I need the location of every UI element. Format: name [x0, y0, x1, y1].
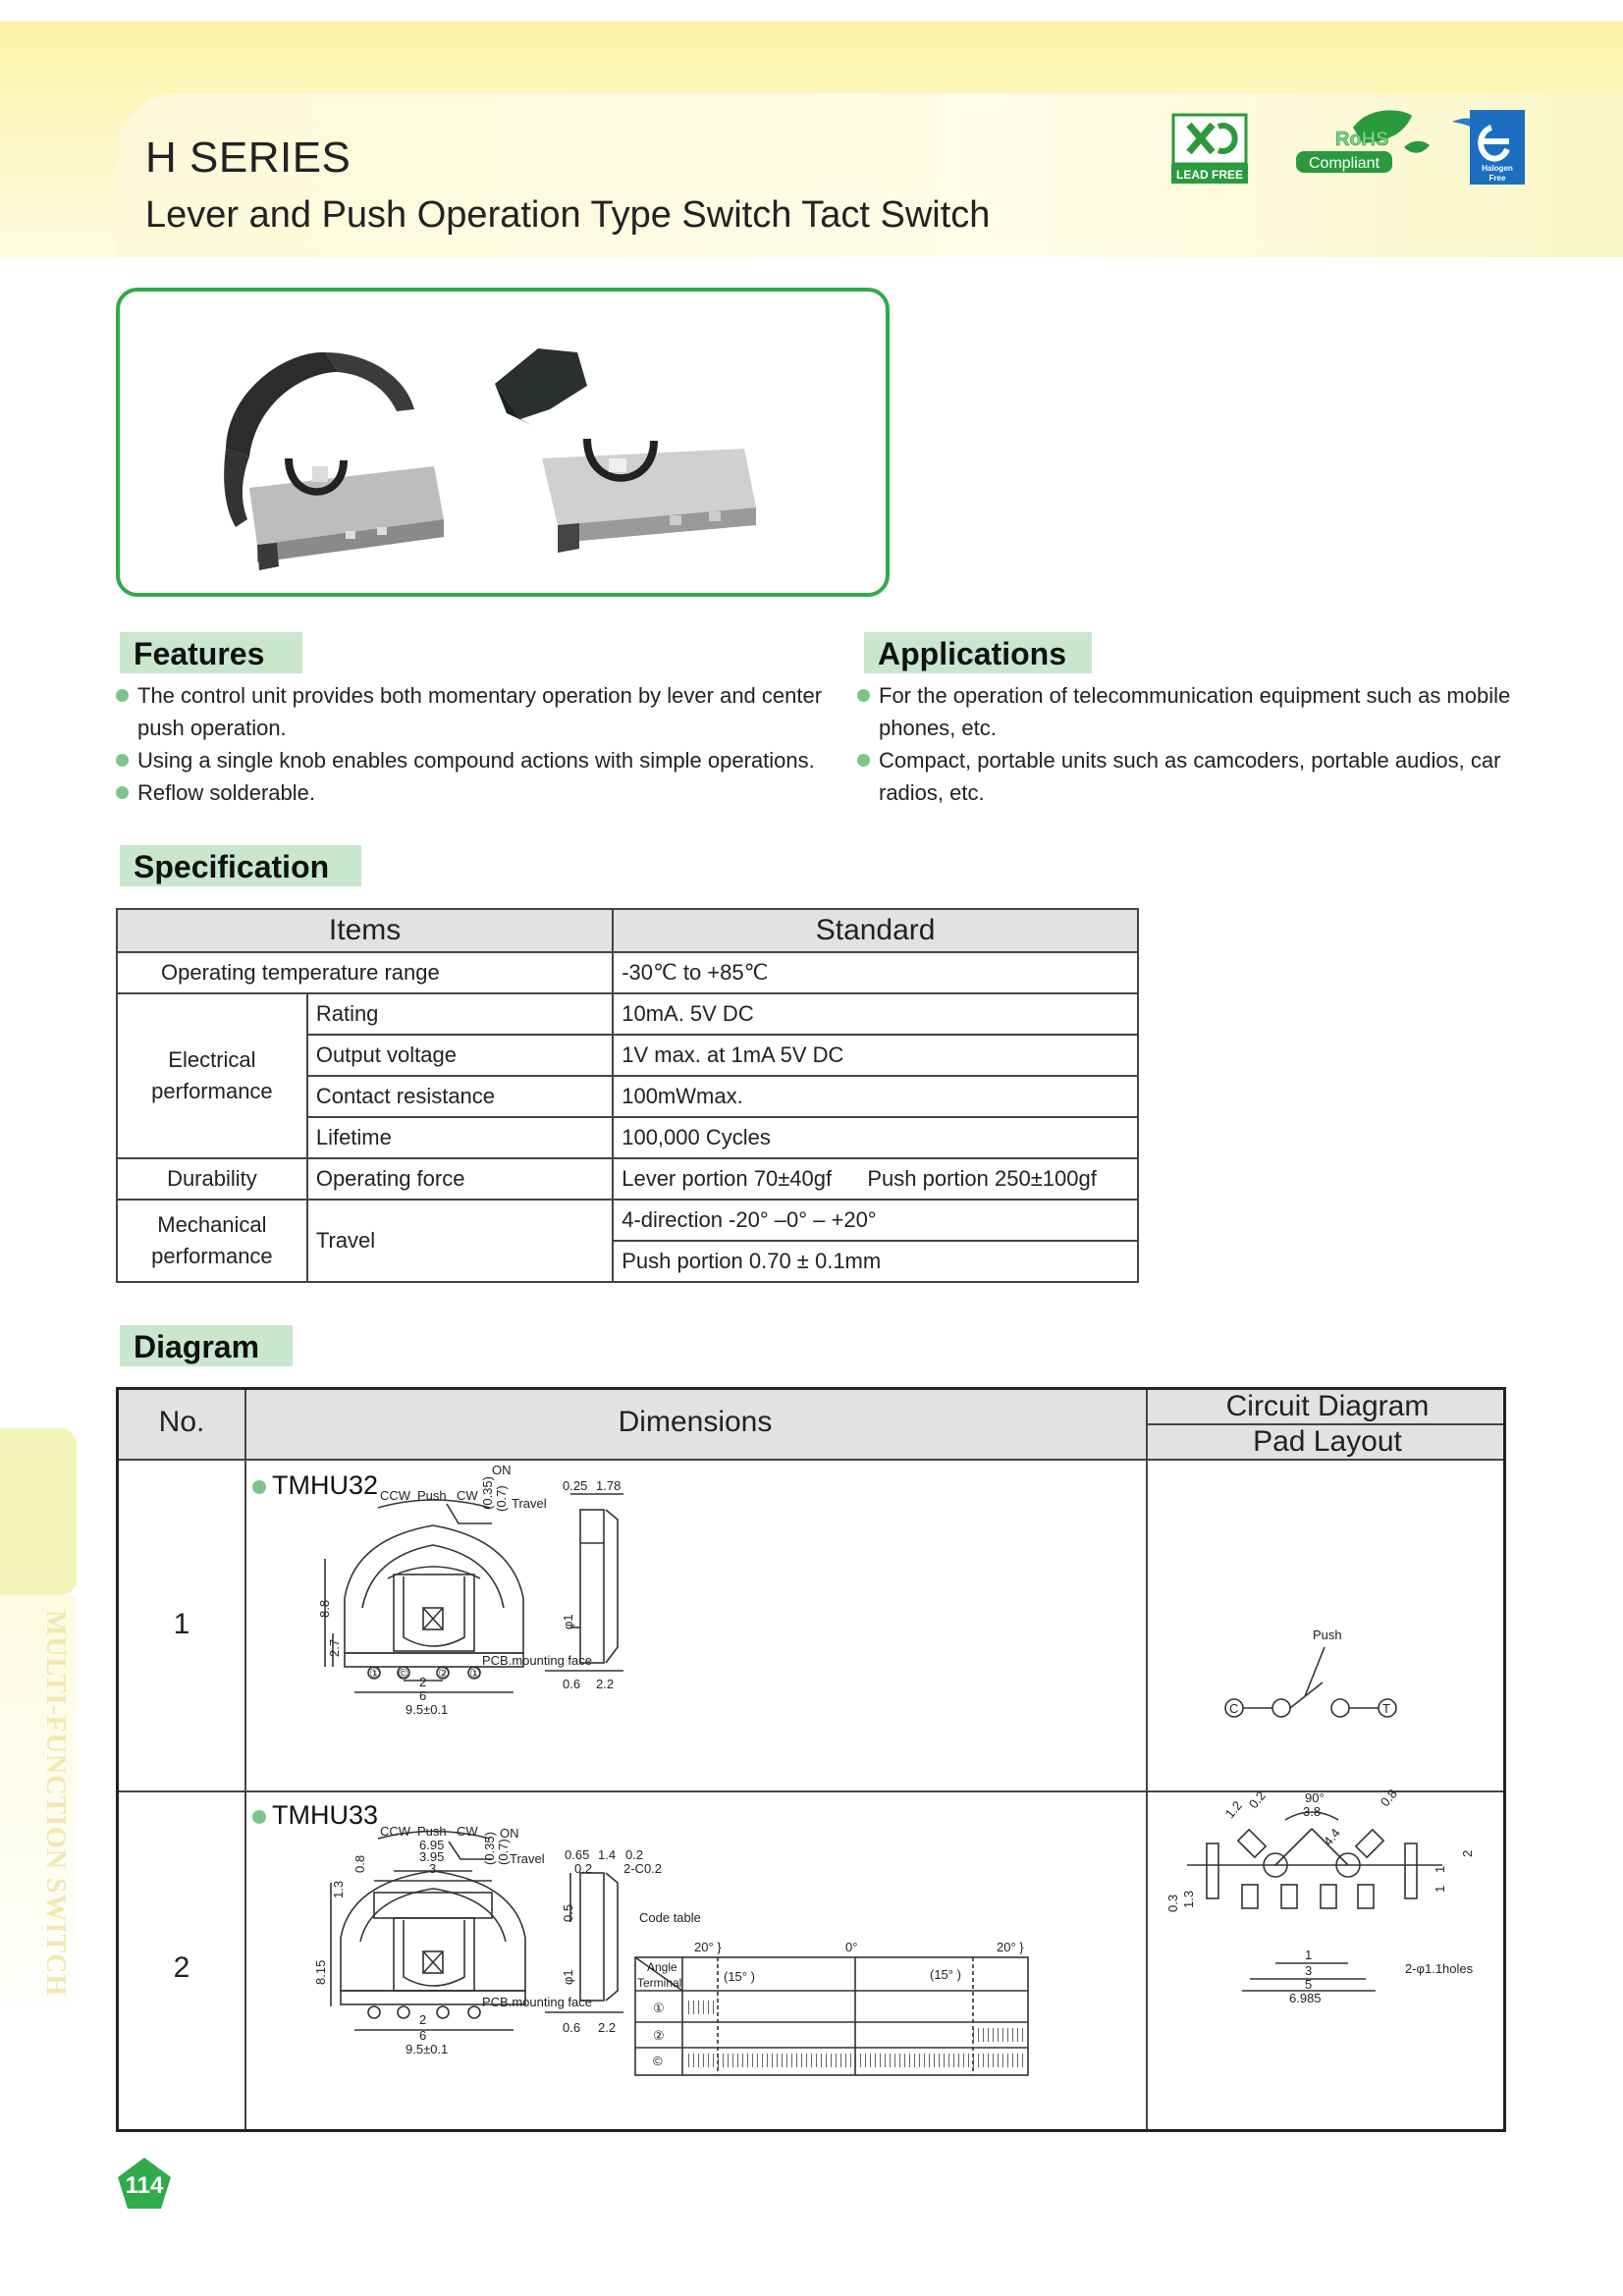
circuit-push-label: Push: [1313, 1628, 1342, 1642]
dim-label: ①: [469, 1666, 481, 1681]
pad-label: 3.8: [1303, 1804, 1322, 1819]
switch-photo-left: [224, 352, 444, 570]
contact-label: Contact resistance: [307, 1076, 613, 1117]
dim-label: (0.7): [494, 1485, 509, 1512]
dim-label: φ1: [561, 1614, 575, 1629]
dim-label: CW: [457, 1488, 478, 1503]
free-label: Free: [1488, 174, 1506, 183]
dim-label: CCW: [380, 1488, 411, 1503]
dim-label: ©: [399, 1666, 408, 1681]
applications-list: [857, 679, 1515, 809]
force-lever: Lever portion 70±40gf: [622, 1166, 833, 1191]
dim-label: PCB.mounting face: [482, 1995, 593, 2009]
pad-label: 0.8: [1377, 1786, 1400, 1810]
pad-label: 5: [1305, 1977, 1313, 1992]
compliant-label: Compliant: [1308, 155, 1380, 172]
rohs-badge: [1294, 108, 1432, 185]
op-temp-label: Operating temperature range: [117, 952, 613, 993]
circuit-and-pad-drawing: [1148, 1461, 1507, 2132]
travel-value-push: Push portion 0.70 ± 0.1mm: [613, 1241, 1138, 1282]
page-title: H SERIES: [145, 133, 352, 182]
dim-label: 2.2: [596, 1677, 615, 1691]
dim-label: 9.5±0.1: [406, 1702, 449, 1717]
contact-value: 100mWmax.: [613, 1076, 1138, 1117]
dim-label: 3: [429, 1861, 437, 1876]
dim-label: 6: [419, 1688, 427, 1703]
specification-heading: Specification: [120, 845, 361, 886]
pad-label: 1.3: [1181, 1890, 1196, 1908]
dim-label: 6.95: [419, 1838, 445, 1852]
dim-label: 0.25: [563, 1478, 588, 1493]
model-name: TMHU32: [252, 1470, 378, 1501]
lead-free-label: LEAD FREE: [1175, 168, 1244, 182]
side-label: MULTI-FUNCTION SWITCH: [40, 1610, 71, 1998]
applications-heading: Applications: [864, 632, 1092, 673]
dim-label: 0.2: [574, 1861, 593, 1876]
dim-label: 0.6: [563, 1677, 581, 1691]
code-table-label: ②: [653, 2028, 665, 2043]
op-temp-value: -30℃ to +85℃: [613, 952, 1138, 993]
pad-label: 6.985: [1289, 1991, 1322, 2005]
dim-label: 8.15: [313, 1959, 328, 1985]
page-number: 114: [125, 2172, 164, 2199]
output-value: 1V max. at 1mA 5V DC: [613, 1035, 1138, 1076]
pad-label: 4.4: [1320, 1825, 1343, 1849]
dim-label: 9.5±0.1: [406, 2042, 449, 2056]
electrical-group: Electrical performance: [117, 993, 307, 1158]
product-photo: [120, 292, 886, 593]
dim-label: 6: [419, 2028, 427, 2043]
travel-label: Travel: [307, 1200, 613, 1282]
features-list: [116, 679, 842, 809]
row-number: 1: [173, 1608, 190, 1640]
col-no: No.: [158, 1406, 205, 1438]
force-value: [613, 1158, 1138, 1200]
dim-label: 0.65: [565, 1847, 590, 1862]
dim-label: φ1: [561, 1969, 575, 1985]
travel-value-direction: 4-direction -20° –0° – +20°: [613, 1200, 1138, 1241]
col-standard: Standard: [613, 909, 1138, 952]
rohs-label: RoHS: [1335, 129, 1389, 150]
page-subtitle: Lever and Push Operation Type Switch Tact Switch: [145, 194, 991, 236]
dim-label: 0.2: [625, 1847, 644, 1862]
halogen-free-badge: [1448, 106, 1527, 187]
code-table-label: ①: [653, 2001, 665, 2015]
pad-label: 1: [1433, 1865, 1447, 1873]
durability-group: Durability: [117, 1158, 307, 1200]
dim-label: 1.3: [331, 1880, 346, 1898]
row-number: 2: [173, 1951, 190, 1984]
dimension-drawings: [246, 1461, 1144, 2132]
code-table-label: 20° }: [997, 1940, 1024, 1954]
output-label: Output voltage: [307, 1035, 613, 1076]
dim-label: 0.5: [561, 1903, 575, 1922]
rating-label: Rating: [307, 993, 613, 1035]
dim-label: Push: [417, 1488, 447, 1503]
model-name: TMHU33: [252, 1800, 378, 1831]
pad-label: 1: [1305, 1948, 1313, 1962]
dim-label: 3.95: [419, 1849, 445, 1864]
force-label: Operating force: [307, 1158, 613, 1200]
dim-label: Code table: [639, 1910, 701, 1925]
product-photo-frame: [116, 288, 890, 597]
col-dimensions: Dimensions: [618, 1406, 773, 1438]
code-table-label: (15° ): [930, 1967, 961, 1982]
feature-item: The control unit provides both momentary operation by lever and center push operation.: [116, 679, 842, 744]
diagram-heading: Diagram: [120, 1325, 293, 1366]
circuit-t-label: T: [1382, 1701, 1390, 1716]
dim-label: Travel: [512, 1496, 547, 1511]
dim-label: 2.2: [598, 2020, 617, 2035]
lead-free-badge: [1171, 113, 1248, 186]
dim-label: (0.35): [480, 1476, 495, 1510]
side-tab: [0, 1428, 77, 1595]
pad-label: 3: [1305, 1963, 1313, 1978]
dim-label: ①: [369, 1666, 381, 1681]
features-heading: Features: [120, 632, 302, 673]
dim-label: Push: [417, 1824, 447, 1839]
lifetime-label: Lifetime: [307, 1117, 613, 1158]
pad-label: 2: [1460, 1849, 1475, 1857]
force-push: Push portion 250±100gf: [867, 1166, 1097, 1191]
dim-label: PCB.mounting face: [482, 1653, 593, 1668]
code-table-label: 0°: [845, 1940, 858, 1954]
pad-label: 0.3: [1165, 1894, 1180, 1912]
pad-label: 90°: [1305, 1790, 1325, 1805]
dim-label: 0.6: [563, 2020, 581, 2035]
rating-value: 10mA. 5V DC: [613, 993, 1138, 1035]
pad-label: 1.2: [1221, 1797, 1245, 1822]
lifetime-value: 100,000 Cycles: [613, 1117, 1138, 1158]
dim-label: (0.35): [482, 1832, 497, 1865]
dim-label: ON: [492, 1463, 512, 1477]
code-table-label: ©: [653, 2054, 663, 2068]
pad-label: 2-φ1.1holes: [1405, 1961, 1474, 1976]
dim-label: CCW: [380, 1824, 411, 1839]
dim-label: 1.4: [598, 1847, 617, 1862]
dim-label: 2: [419, 1675, 427, 1689]
page-number-badge: [116, 2156, 173, 2211]
code-table-label: Terminal: [637, 1976, 682, 1990]
dim-label: ②: [438, 1666, 450, 1681]
dim-label: 1.78: [596, 1478, 622, 1493]
col-items: Items: [117, 909, 613, 952]
pad-label: 1: [1433, 1885, 1447, 1893]
halogen-label: Halogen: [1482, 164, 1513, 173]
pad-label: 0.2: [1245, 1788, 1269, 1812]
application-item: For the operation of telecommunication equipment such as mobile phones, etc.: [857, 679, 1515, 744]
code-table-label: Angle: [647, 1960, 677, 1974]
dim-label: 2-C0.2: [623, 1861, 663, 1876]
feature-item: Using a single knob enables compound actions with simple operations.: [116, 744, 842, 776]
dim-label: 2.7: [327, 1638, 342, 1657]
dim-label: 2: [419, 2012, 427, 2027]
dim-label: 8.8: [317, 1599, 332, 1618]
dim-label: (0.7): [496, 1839, 511, 1865]
col-pad: Pad Layout: [1253, 1425, 1402, 1458]
specification-table: [116, 908, 1139, 1283]
code-table-label: (15° ): [724, 1969, 755, 1984]
diagram-table: [116, 1387, 1506, 2132]
dim-label: Travel: [510, 1851, 545, 1866]
col-circuit: Circuit Diagram: [1225, 1390, 1430, 1422]
application-item: Compact, portable units such as camcoders, portable audios, car radios, etc.: [857, 744, 1515, 809]
dim-label: 0.8: [352, 1854, 367, 1873]
mechanical-group: Mechanical performance: [117, 1200, 307, 1282]
dim-label: ON: [500, 1826, 519, 1841]
switch-photo-right: [495, 348, 756, 553]
circuit-c-label: C: [1229, 1701, 1239, 1716]
feature-item: Reflow solderable.: [116, 776, 842, 809]
code-table-label: 20° }: [694, 1940, 722, 1954]
dim-label: CW: [457, 1824, 478, 1839]
